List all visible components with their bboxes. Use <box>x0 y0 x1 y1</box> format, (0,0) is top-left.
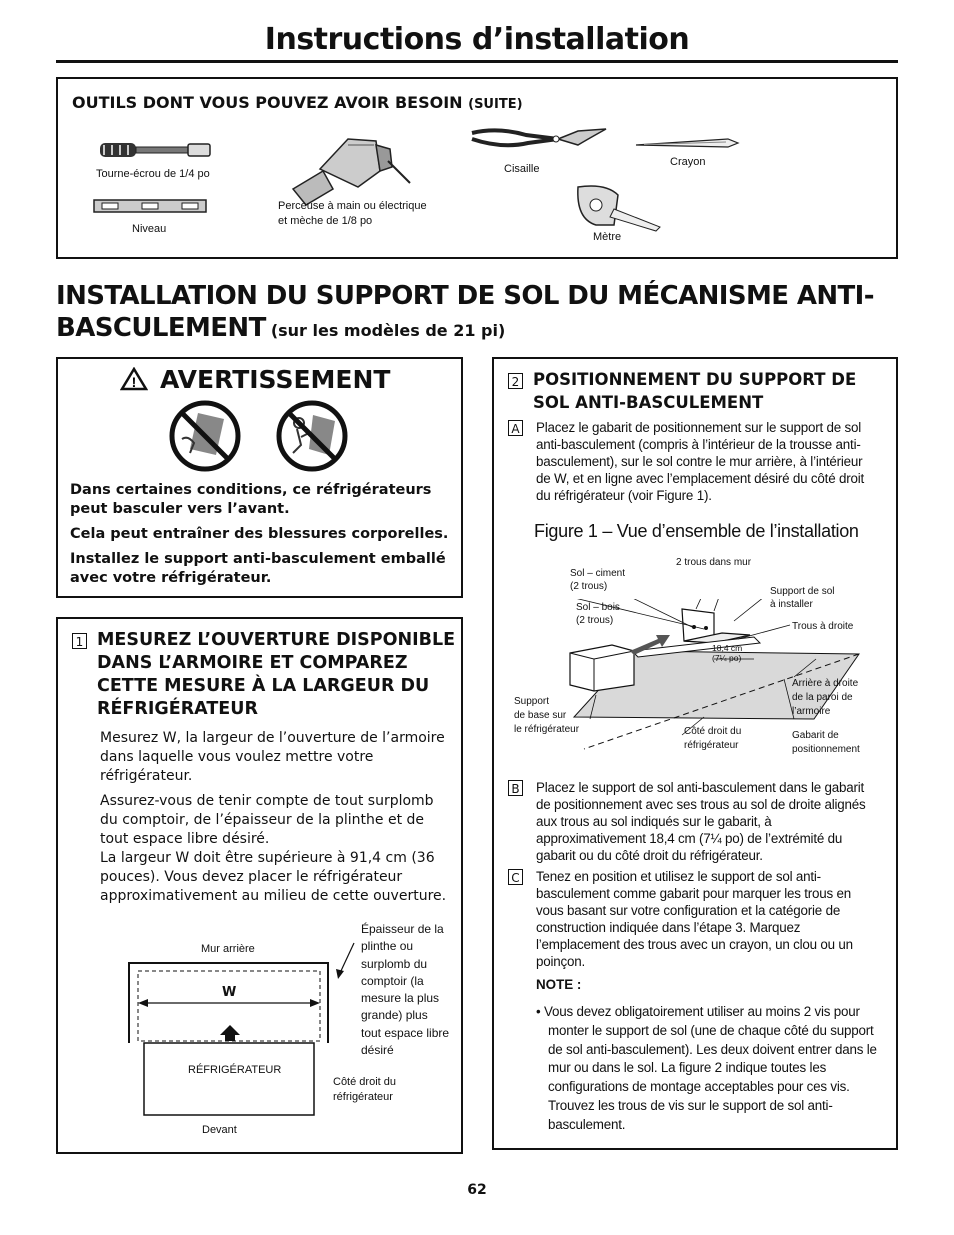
fig-bracket-l2: à installer <box>770 599 813 610</box>
step2-a-text: Placez le gabarit de positionnement sur le support de sol anti-basculement (compris à l’intérieur de la trousse anti-basculement), sur le sol contre le mur arrière, à l’intérieur de W, et en ligne avec l’emplacement désiré du côté droit du réfrigérateur (voir Figure 1). <box>536 420 865 503</box>
tools-heading-main: OUTILS DONT VOUS POUVEZ AVOIR BESOIN <box>72 93 463 112</box>
fig-right-holes: Trous à droite <box>792 621 854 632</box>
step2-note-label: NOTE : <box>536 977 582 992</box>
no-tipping-icon <box>168 399 242 473</box>
fig-base-l2: de base sur <box>514 710 567 721</box>
tape-measure-icon <box>578 186 660 231</box>
fig-corner <box>792 677 858 719</box>
thickness-line: Épaisseur de la <box>361 922 444 936</box>
drill-icon <box>293 139 410 205</box>
step2-box <box>492 357 898 1150</box>
section-title-main: BASCULEMENT <box>56 313 266 343</box>
fig-bracket <box>770 585 835 611</box>
fig-side <box>684 725 741 753</box>
step1-p3: La largeur W doit être supérieure à 91,4 cm (36 pouces). Vous devez placer le réfrigérateur approximativement au milieu de cette ouverture. <box>100 850 447 904</box>
section-title-line1: INSTALLATION DU SUPPORT DE SOL DU MÉCANISME ANTI- <box>56 281 874 311</box>
figure1-title: Figure 1 – Vue d’ensemble de l’installation <box>534 521 859 541</box>
fig-base-l1: Support <box>514 696 550 707</box>
thickness-line: désiré <box>361 1043 394 1058</box>
fig-corner-l3: l’armoire <box>792 706 831 717</box>
diagram-thickness <box>361 921 449 1059</box>
fig-concrete-l1: Sol – ciment <box>570 568 626 579</box>
nutdriver-icon <box>100 143 210 157</box>
fig-template-l1: Gabarit de <box>792 730 839 741</box>
pencil-icon <box>636 139 738 147</box>
diagram-fridge: RÉFRIGÉRATEUR <box>188 1064 282 1076</box>
label-pencil: Crayon <box>670 156 706 168</box>
thickness-arrow-icon <box>330 939 360 983</box>
label-drill-line2: et mèche de 1/8 po <box>278 215 373 227</box>
diagram-front: Devant <box>202 1124 237 1136</box>
fig-corner-l2: de la paroi de <box>792 692 853 703</box>
fig-dim-l1: 18,4 cm <box>712 643 743 653</box>
step1-number: 1 <box>72 633 87 649</box>
warning-p3: Installez le support anti-basculement emballé avec votre réfrigérateur. <box>70 551 446 586</box>
step2-note-text: • Vous devez obligatoirement utiliser au moins 2 vis pour monter le support de sol (une de chaque côté du support de sol anti-basculement). Les deux doivent entrer dans le mur ou dans le sol. La figure 2 indique toutes les configurations de montage acceptables pour ces vis. Trouvez les trous de vis sur le support de sol anti-basculement. <box>536 1004 877 1132</box>
warning-p1: Dans certaines conditions, ce réfrigérateurs peut basculer vers l’avant. <box>70 482 432 517</box>
thickness-line: mesure la plus <box>361 991 440 1006</box>
fig-wood-l2: (2 trous) <box>576 615 614 626</box>
step2-c-text: Tenez en position et utilisez le support de sol anti-basculement comme gabarit pour marquer les trous en vous basant sur votre configuration et la catégorie de construction indiquée dans l’étape 3. Marquez l’emplacement des trous avec un crayon, un clou ou un poinçon. <box>536 869 853 969</box>
no-climbing-icon <box>275 399 349 473</box>
tools-box <box>56 77 898 259</box>
diagram-right-side-l2: réfrigérateur <box>333 1091 393 1103</box>
fig-corner-l1: Arrière à droite <box>792 678 859 689</box>
fig-wood <box>576 601 620 627</box>
section-title-line2 <box>56 312 916 347</box>
step1-text <box>100 729 452 906</box>
page-title: Instructions d’installation <box>264 22 690 57</box>
fig-base-l3: le réfrigérateur <box>514 724 580 735</box>
step1-title: MESUREZ L’OUVERTURE DISPONIBLE DANS L’ARMOIRE ET COMPAREZ CETTE MESURE À LA LARGEUR DU RÉFRIGÉRATEUR <box>97 630 456 719</box>
thickness-line: tout espace libre <box>361 1025 450 1040</box>
warning-text <box>70 481 455 588</box>
label-drill <box>278 199 427 229</box>
warning-triangle-icon <box>120 367 148 391</box>
fig-wood-l1: Sol – bois <box>576 602 620 613</box>
thickness-line: surplomb du <box>361 956 428 971</box>
thickness-line: comptoir (la <box>361 973 424 988</box>
step2-number: 2 <box>508 373 523 389</box>
title-rule <box>56 60 898 63</box>
diagram-w: W <box>222 985 237 1000</box>
page-number: 62 <box>467 1182 487 1198</box>
diagram-back-wall: Mur arrière <box>201 943 255 955</box>
step2-b-label: B <box>508 780 523 796</box>
step2-c-label: C <box>508 869 523 885</box>
fig-base <box>514 695 579 737</box>
section-title <box>56 280 916 347</box>
fig-side-l2: réfrigérateur <box>684 740 739 751</box>
label-nutdriver: Tourne-écrou de 1/4 po <box>96 168 210 180</box>
warning-heading: AVERTISSEMENT <box>160 365 391 394</box>
shears-icon <box>472 129 606 145</box>
thickness-line: grande) plus <box>361 1008 428 1023</box>
fig-dim-l2: (7¼ po) <box>712 653 742 663</box>
tools-heading-suffix: (SUITE) <box>468 97 523 112</box>
fig-wall-holes: 2 trous dans mur <box>676 557 752 568</box>
fig-template <box>792 729 860 757</box>
label-drill-line1: Perceuse à main ou électrique <box>278 200 427 212</box>
step1-p2: Assurez-vous de tenir compte de tout surplomb du comptoir, de l’épaisseur de la plinthe et de tout espace libre désiré. <box>100 793 434 847</box>
warning-box <box>56 357 463 598</box>
diagram-right-side <box>333 1075 396 1105</box>
step2-title: POSITIONNEMENT DU SUPPORT DE SOL ANTI-BASCULEMENT <box>533 370 857 412</box>
level-icon <box>94 200 206 212</box>
section-title-suffix: (sur les modèles de 21 pi) <box>270 321 506 340</box>
fig-bracket-l1: Support de sol <box>770 586 835 597</box>
fig-dimension <box>712 643 742 663</box>
step1-box <box>56 617 463 1154</box>
fig-side-l1: Côté droit du <box>684 726 742 737</box>
fig-concrete <box>570 567 625 593</box>
step1-p1: Mesurez W, la largeur de l’ouverture de l’armoire dans laquelle vous voulez mettre votre réfrigérateur. <box>100 730 445 784</box>
cabinet-width-diagram <box>124 957 334 1125</box>
step2-a-label: A <box>508 420 523 436</box>
label-tape: Mètre <box>593 231 622 243</box>
fig-template-l2: positionnement <box>792 744 860 755</box>
thickness-line: plinthe ou <box>361 939 414 954</box>
warning-p2: Cela peut entraîner des blessures corporelles. <box>70 526 449 542</box>
step2-b-text: Placez le support de sol anti-basculement dans le gabarit de positionnement avec ses trous au sol de droite alignés aux trous au sol indiqués sur le gabarit, à approximativement 18,4 cm (7¼ po) de l’extrémité du gabarit ou du côté droit du réfrigérateur. <box>536 780 866 863</box>
fig-concrete-l2: (2 trous) <box>570 581 608 592</box>
label-level: Niveau <box>132 223 167 235</box>
svg-text:!: ! <box>131 374 137 390</box>
label-shears: Cisaille <box>504 163 540 175</box>
diagram-right-side-l1: Côté droit du <box>333 1076 396 1088</box>
